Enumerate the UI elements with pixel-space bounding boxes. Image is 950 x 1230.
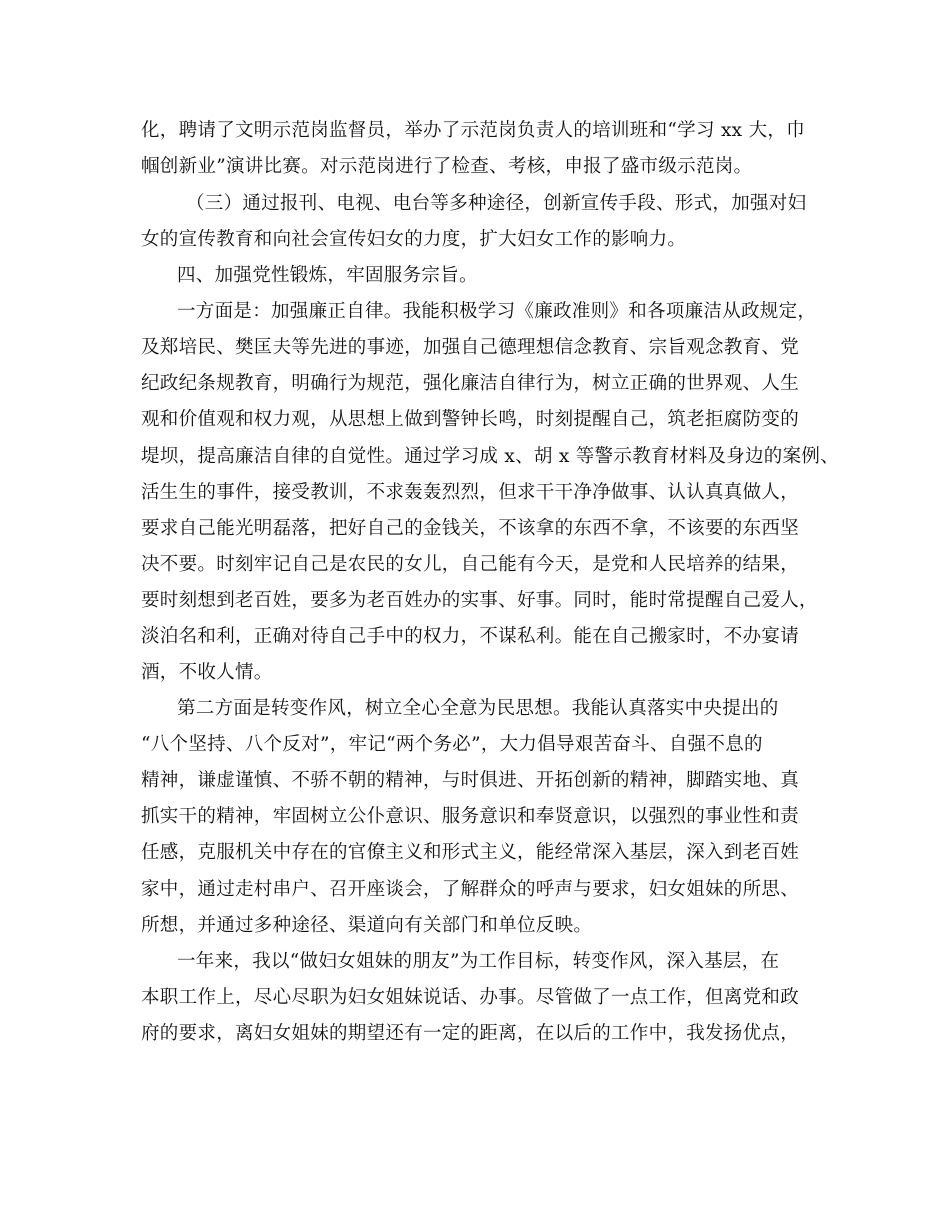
text-line-2: 帼创新业”演讲比赛。对示范岗进行了检查、考核，申报了盛市级示范岗。 xyxy=(141,156,753,177)
text-line-19: 精神，谦虚谨慎、不骄不朝的精神，与时俱进、开拓创新的精神，脚踏实地、真 xyxy=(141,770,800,791)
text-line-15: 淡泊名和利，正确对待自己手中的权力，不谋私利。能在自己搬家时，不办宴请 xyxy=(141,626,800,647)
text-line-25: 本职工作上，尽心尽职为妇女姐妹说话、办事。尽管做了一点工作，但离党和政 xyxy=(141,987,800,1008)
text-line-7: 及郑培民、樊匡夫等先进的事迹，加强自己德理想信念教育、宗旨观念教育、党 xyxy=(141,337,800,358)
text-line-18: “八个坚持、八个反对”，牢记“两个务必”，大力倡导艰苦奋斗、自强不息的 xyxy=(141,734,763,755)
text-line-14: 要时刻想到老百姓，要多为老百姓办的实事、好事。同时，能时常提醒自己爱人， xyxy=(141,590,818,611)
text-line-11: 活生生的事件，接受教训，不求轰轰烈烈，但求干干净净做事、认认真真做人， xyxy=(141,482,800,503)
text-line-17: 第二方面是转变作风，树立全心全意为民思想。我能认真落实中央提出的 xyxy=(177,698,779,719)
text-line-22: 家中，通过走村串户、召开座谈会，了解群众的呼声与要求，妇女姐妹的所思、 xyxy=(141,879,800,900)
text-line-13: 决不要。时刻牢记自己是农民的女儿，自己能有今天，是党和人民培养的结果， xyxy=(141,554,800,575)
text-line-10: 堤坝，提高廉洁自律的自觉性。通过学习成 x、胡 x 等警示教育材料及身边的案例、 xyxy=(141,446,840,467)
text-line-21: 任感，克服机关中存在的官僚主义和形式主义，能经常深入基层，深入到老百姓 xyxy=(141,842,800,863)
text-line-24: 一年来，我以“做妇女姐妹的朋友”为工作目标，转变作风，深入基层，在 xyxy=(177,951,780,972)
text-line-8: 纪政纪条规教育，明确行为规范，强化廉洁自律行为，树立正确的世界观、人生 xyxy=(141,373,800,394)
text-line-20: 抓实干的精神，牢固树立公仆意识、服务意识和奉贤意识，以强烈的事业性和责 xyxy=(141,806,800,827)
text-line-9: 观和价值观和权力观，从思想上做到警钟长鸣，时刻提醒自己，筑老拒腐防变的 xyxy=(141,409,800,430)
text-line-12: 要求自己能光明磊落，把好自己的金钱关，不该拿的东西不拿，不该要的东西坚 xyxy=(141,518,800,539)
text-line-3: （三）通过报刊、电视、电台等多种途径，创新宣传手段、形式，加强对妇 xyxy=(186,193,807,214)
text-line-23: 所想，并通过多种途径、渠道向有关部门和单位反映。 xyxy=(141,915,593,936)
text-line-1: 化，聘请了文明示范岗监督员，举办了示范岗负责人的培训班和“学习 xx 大，巾 xyxy=(141,120,805,141)
text-line-26: 府的要求，离妇女姐妹的期望还有一定的距离，在以后的工作中，我发扬优点， xyxy=(141,1023,800,1044)
text-line-5: 四、加强党性锻炼，牢固服务宗旨。 xyxy=(177,265,478,286)
text-line-16: 酒，不收人情。 xyxy=(141,662,273,683)
text-line-4: 女的宣传教育和向社会宣传妇女的力度，扩大妇女工作的影响力。 xyxy=(141,229,687,250)
text-line-6: 一方面是：加强廉正自律。我能积极学习《廉政准则》和各项廉洁从政规定， xyxy=(177,301,817,322)
